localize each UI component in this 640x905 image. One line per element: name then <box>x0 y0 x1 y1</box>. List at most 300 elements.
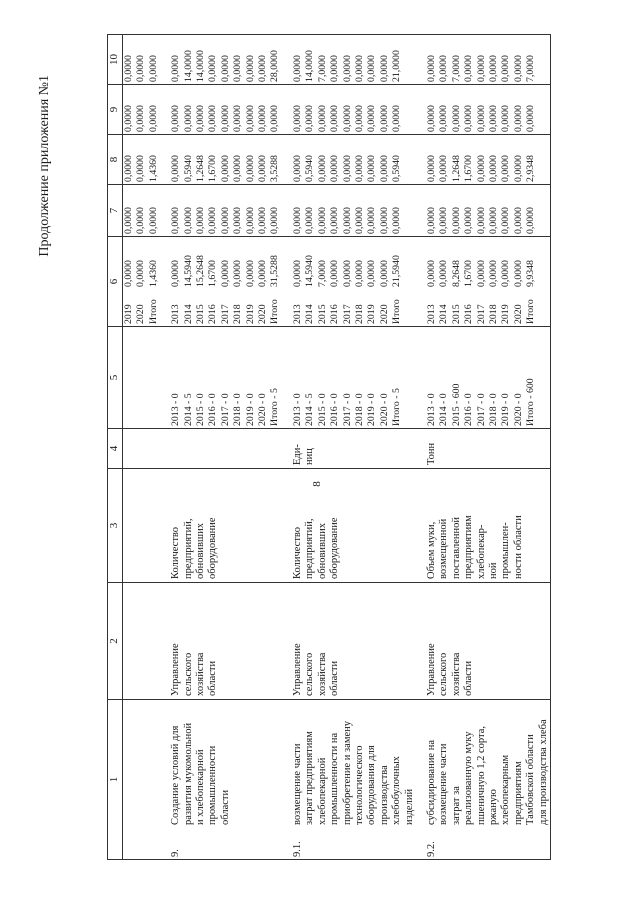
total-value: 0,0000 <box>329 260 341 287</box>
value-cell-v7 <box>282 185 416 237</box>
total-value: 0,0000 <box>512 260 524 287</box>
value: 1,6700 <box>463 155 475 182</box>
value: 0,0000 <box>219 155 231 182</box>
measure-name-line: затрат за <box>450 786 462 825</box>
target-line: 2016 - 0 <box>207 393 219 426</box>
rotated-sheet <box>37 35 549 860</box>
value: 0,0000 <box>135 55 147 82</box>
value: 0,0000 <box>425 105 437 132</box>
indicator-line: оборудование <box>329 517 341 579</box>
total-value: 21,5940 <box>391 255 403 287</box>
value: 0,0000 <box>500 155 512 182</box>
measure-name-line: изделий <box>403 788 415 825</box>
value: 0,0000 <box>475 55 487 82</box>
target-line: 2019 - 0 <box>244 393 256 426</box>
year-value-cell <box>123 237 161 327</box>
value-cell-v8 <box>416 135 551 185</box>
value: 14,0000 <box>182 50 194 82</box>
value: 0,0000 <box>257 155 269 182</box>
value: 0,0000 <box>269 105 281 132</box>
value: 0,0000 <box>378 155 390 182</box>
year-label: 2014 <box>304 304 316 324</box>
year-line <box>257 237 269 326</box>
year-line <box>426 237 438 326</box>
value: 0,0000 <box>366 155 378 182</box>
target-line: 2014 - 5 <box>182 393 194 426</box>
measure-name <box>292 700 416 859</box>
year-label: 2019 <box>366 304 378 324</box>
value: 0,0000 <box>219 207 231 234</box>
target-line: 2015 - 0 <box>316 393 328 426</box>
col-header-10: 10 <box>108 35 123 85</box>
value: 0,0000 <box>425 207 437 234</box>
year-line <box>292 237 304 326</box>
value: 0,0000 <box>123 155 134 182</box>
year-value-cell <box>282 237 416 327</box>
executor-line: Управление <box>425 643 437 696</box>
measure-name-line: промышленности на <box>329 732 341 825</box>
col-header-6: 6 <box>108 237 123 327</box>
value: 0,0000 <box>438 207 450 234</box>
program-row <box>282 35 416 860</box>
value: 0,0000 <box>512 55 524 82</box>
measure-name-line: субсидирование на <box>425 740 437 825</box>
target-line: 2014 - 0 <box>438 393 450 426</box>
col-header-3: 3 <box>108 469 123 583</box>
year-label: 2017 <box>219 304 231 324</box>
year-line <box>438 237 450 326</box>
executor-cell <box>160 583 282 700</box>
value-cell-v9 <box>282 85 416 135</box>
col-header-5: 5 <box>108 327 123 429</box>
year-line <box>488 237 500 326</box>
target-line: 2018 - 0 <box>232 393 244 426</box>
year-line <box>195 237 207 326</box>
value: 0,0000 <box>391 207 403 234</box>
value: 0,0000 <box>353 207 365 234</box>
indicator-line: поставленной <box>450 517 462 579</box>
total-value: 0,0000 <box>500 260 512 287</box>
year-value-cell <box>160 237 282 327</box>
measure-name-line: хлебопекарной <box>316 757 328 825</box>
value: 0,0000 <box>219 105 231 132</box>
unit-cell <box>282 429 416 469</box>
value: 0,0000 <box>366 105 378 132</box>
year-line <box>354 237 366 326</box>
value: 1,2648 <box>195 155 207 182</box>
value-cell-v10 <box>282 35 416 85</box>
value: 0,0000 <box>195 105 207 132</box>
year-label: 2020 <box>135 304 147 324</box>
value-cell-v8 <box>123 135 161 185</box>
value: 0,0000 <box>475 155 487 182</box>
value: 0,0000 <box>123 55 134 82</box>
total-value: 14,5940 <box>304 255 316 287</box>
indicator-line: ной <box>487 562 499 579</box>
value: 0,0000 <box>244 207 256 234</box>
indicator-line: предприятиям <box>463 515 475 579</box>
year-line <box>135 237 147 326</box>
value: 0,0000 <box>341 55 353 82</box>
total-value: 15,2648 <box>195 255 207 287</box>
year-label: 2015 <box>450 304 462 324</box>
total-value: 0,0000 <box>341 260 353 287</box>
value: 0,0000 <box>487 105 499 132</box>
total-value: 0,0000 <box>291 260 303 287</box>
value: 21,0000 <box>391 50 403 82</box>
total-value: 0,0000 <box>438 260 450 287</box>
year-label: 2014 <box>438 304 450 324</box>
value-cell-v10 <box>416 35 551 85</box>
total-value: 1,6700 <box>463 260 475 287</box>
total-value: 0,0000 <box>425 260 437 287</box>
value: 0,0000 <box>341 155 353 182</box>
row-number: 9.1. <box>291 841 303 857</box>
value: 0,0000 <box>378 105 390 132</box>
value: 14,0000 <box>195 50 207 82</box>
year-label: 2020 <box>378 304 390 324</box>
total-value: 8,2648 <box>450 260 462 287</box>
measure-cell <box>282 700 416 860</box>
year-label: Итого <box>391 299 403 324</box>
value: 0,0000 <box>182 105 194 132</box>
total-value: 0,0000 <box>135 260 147 287</box>
target-line: 2013 - 0 <box>170 393 182 426</box>
measure-name-line: приобретение и замену <box>341 721 353 825</box>
target-cell <box>160 327 282 429</box>
value: 0,0000 <box>438 105 450 132</box>
value: 0,0000 <box>463 55 475 82</box>
target-line: 2015 - 0 <box>195 393 207 426</box>
target-line: Итого - 5 <box>269 388 281 426</box>
measure-name-line: Тамбовской области <box>525 734 537 825</box>
total-value: 0,0000 <box>487 260 499 287</box>
total-value: 0,0000 <box>219 260 231 287</box>
measure-cell <box>160 700 282 860</box>
value: 7,0000 <box>450 55 462 82</box>
value: 0,0000 <box>353 55 365 82</box>
total-value: 0,0000 <box>170 260 182 287</box>
executor-line: области <box>329 660 341 696</box>
value: 1,4360 <box>147 155 159 182</box>
value-cell-v8 <box>160 135 282 185</box>
col-header-4: 4 <box>108 429 123 469</box>
executor-line: Управление <box>170 643 182 696</box>
executor-line: хозяйства <box>195 652 207 696</box>
target-line: 2016 - 0 <box>463 393 475 426</box>
target-line: Итого - 600 <box>525 378 537 426</box>
year-line <box>379 237 391 326</box>
value: 0,0000 <box>304 105 316 132</box>
value: 0,0000 <box>500 55 512 82</box>
target-line: 2013 - 0 <box>425 393 437 426</box>
col-header-7: 7 <box>108 185 123 237</box>
value: 0,0000 <box>525 207 537 234</box>
value-cell-v9 <box>123 85 161 135</box>
value: 0,0000 <box>353 155 365 182</box>
indicator-cell <box>416 469 551 583</box>
value: 0,0000 <box>463 105 475 132</box>
total-value: 1,6700 <box>207 260 219 287</box>
year-line <box>207 237 219 326</box>
value: 0,0000 <box>316 207 328 234</box>
total-value: 31,5288 <box>269 255 281 287</box>
year-line <box>317 237 329 326</box>
target-line: 2018 - 0 <box>487 393 499 426</box>
value: 0,0000 <box>257 105 269 132</box>
total-value: 0,0000 <box>378 260 390 287</box>
value: 1,2648 <box>450 155 462 182</box>
value: 7,0000 <box>525 55 537 82</box>
indicator-cell <box>160 469 282 583</box>
executor-cell <box>416 583 551 700</box>
measure-name-line: развития мукомольной <box>182 722 194 825</box>
unit-cell <box>160 429 282 469</box>
value: 0,0000 <box>487 155 499 182</box>
total-value: 0,0000 <box>257 260 269 287</box>
indicator-line: промышлен- <box>500 522 512 579</box>
value: 2,9348 <box>525 155 537 182</box>
value: 0,0000 <box>135 207 147 234</box>
value: 0,0000 <box>219 55 231 82</box>
value: 0,0000 <box>329 207 341 234</box>
value: 0,0000 <box>500 207 512 234</box>
year-value-cell <box>416 237 551 327</box>
measure-name-line: промышленности <box>207 745 219 825</box>
target-line: 2020 - 0 <box>257 393 269 426</box>
value: 0,0000 <box>304 207 316 234</box>
target-line: 2016 - 0 <box>329 393 341 426</box>
year-line <box>451 237 463 326</box>
value: 0,0000 <box>182 207 194 234</box>
value: 0,0000 <box>329 105 341 132</box>
value: 0,0000 <box>244 55 256 82</box>
unit-line: Еди- <box>291 444 303 465</box>
executor-line: области <box>207 660 219 696</box>
year-label: 2017 <box>475 304 487 324</box>
value-cell-v9 <box>416 85 551 135</box>
year-line <box>220 237 232 326</box>
year-line <box>366 237 378 326</box>
program-table <box>107 34 551 860</box>
unit-line: Тонн <box>425 442 437 465</box>
value: 28,0000 <box>269 50 281 82</box>
value: 0,0000 <box>378 207 390 234</box>
year-line <box>170 237 182 326</box>
measure-name <box>426 700 550 859</box>
value: 0,0000 <box>475 207 487 234</box>
indicator-line: Количество <box>170 526 182 579</box>
value: 0,0000 <box>170 105 182 132</box>
total-value: 0,0000 <box>353 260 365 287</box>
empty-cell <box>123 469 161 583</box>
measure-name-line: пшеничную 1,2 сорта, <box>475 726 487 825</box>
value: 0,0000 <box>500 105 512 132</box>
value: 0,0000 <box>147 207 159 234</box>
value: 0,0000 <box>244 155 256 182</box>
value: 0,0000 <box>244 105 256 132</box>
target-line: 2017 - 0 <box>341 393 353 426</box>
unit-cell <box>416 429 551 469</box>
indicator-line: оборудование <box>207 517 219 579</box>
unit-line: ниц <box>304 448 316 465</box>
target-cell <box>282 327 416 429</box>
value: 0,0000 <box>170 55 182 82</box>
measure-name-line: возмещение части <box>438 743 450 825</box>
value: 0,0000 <box>463 207 475 234</box>
value: 0,0000 <box>291 155 303 182</box>
value: 0,0000 <box>512 105 524 132</box>
value: 0,0000 <box>425 155 437 182</box>
indicator-line: предприятий, <box>304 518 316 579</box>
value: 0,0000 <box>135 155 147 182</box>
empty-cell <box>123 583 161 700</box>
value: 0,0000 <box>316 155 328 182</box>
year-line <box>463 237 475 326</box>
target-line: 2015 - 600 <box>450 383 462 426</box>
executor-line: сельского <box>182 652 194 696</box>
year-label: 2016 <box>207 304 219 324</box>
value-cell-v8 <box>282 135 416 185</box>
value-cell-v7 <box>416 185 551 237</box>
target-line: 2017 - 0 <box>475 393 487 426</box>
row-number: 9. <box>170 849 182 857</box>
value-cell-v7 <box>160 185 282 237</box>
year-label: 2016 <box>329 304 341 324</box>
value-cell-v7 <box>123 185 161 237</box>
col-header-9: 9 <box>108 85 123 135</box>
total-value: 14,5940 <box>182 255 194 287</box>
target-line: Итого - 5 <box>391 388 403 426</box>
measure-name-line: реализованную муку <box>463 731 475 825</box>
value: 0,0000 <box>525 105 537 132</box>
year-line <box>123 237 135 326</box>
value: 0,0000 <box>232 105 244 132</box>
year-label: 2017 <box>341 304 353 324</box>
measure-name <box>170 700 232 859</box>
value: 0,0000 <box>207 207 219 234</box>
appendix-heading: Продолжение приложения №1 <box>37 75 52 257</box>
year-label: 2013 <box>291 304 303 324</box>
value: 0,0000 <box>207 105 219 132</box>
year-label: Итого <box>269 299 281 324</box>
measure-name-line: для производства хлеба <box>537 719 549 825</box>
value: 0,5940 <box>182 155 194 182</box>
measure-cell <box>416 700 551 860</box>
value: 0,0000 <box>207 55 219 82</box>
value: 0,0000 <box>147 55 159 82</box>
value: 0,0000 <box>170 207 182 234</box>
value: 0,0000 <box>269 207 281 234</box>
total-value: 9,9348 <box>525 260 537 287</box>
value: 0,0000 <box>512 207 524 234</box>
target-line: 2020 - 0 <box>378 393 390 426</box>
value: 0,0000 <box>366 207 378 234</box>
year-label: 2018 <box>487 304 499 324</box>
value: 0,5940 <box>304 155 316 182</box>
target-cell <box>416 327 551 429</box>
value: 0,0000 <box>450 105 462 132</box>
executor-line: сельского <box>438 652 450 696</box>
total-value: 0,0000 <box>123 260 134 287</box>
value: 0,0000 <box>135 105 147 132</box>
value: 0,0000 <box>123 105 134 132</box>
year-line <box>525 237 537 326</box>
value: 0,0000 <box>475 105 487 132</box>
total-value: 0,0000 <box>475 260 487 287</box>
value: 0,0000 <box>450 207 462 234</box>
empty-cell <box>123 429 161 469</box>
executor-line: сельского <box>304 652 316 696</box>
value: 0,0000 <box>195 207 207 234</box>
indicator-line: хлебопекар- <box>475 524 487 579</box>
executor-cell <box>282 583 416 700</box>
total-value: 0,0000 <box>366 260 378 287</box>
year-label: 2014 <box>182 304 194 324</box>
value-cell-v9 <box>160 85 282 135</box>
empty-cell <box>123 327 161 429</box>
continuation-row <box>123 35 161 860</box>
target-line: 2020 - 0 <box>512 393 524 426</box>
year-label: 2020 <box>512 304 524 324</box>
column-number-row <box>108 35 123 860</box>
total-value: 0,0000 <box>232 260 244 287</box>
value: 0,0000 <box>366 55 378 82</box>
target-line: 2017 - 0 <box>219 393 231 426</box>
year-line <box>232 237 244 326</box>
indicator-line: Объем муки, <box>425 521 437 579</box>
year-line <box>513 237 525 326</box>
total-value: 7,0000 <box>316 260 328 287</box>
value: 7,0000 <box>316 55 328 82</box>
target-line: 2018 - 0 <box>353 393 365 426</box>
target-line: 2013 - 0 <box>291 393 303 426</box>
value: 0,0000 <box>232 55 244 82</box>
indicator-cell <box>282 469 416 583</box>
target-line: 2019 - 0 <box>500 393 512 426</box>
measure-name-line: технологического <box>353 745 365 825</box>
col-header-1: 1 <box>108 700 123 860</box>
measure-name-line: области <box>219 789 231 825</box>
total-value: 0,0000 <box>244 260 256 287</box>
measure-name-line: предприятиям <box>512 761 524 825</box>
measure-name-line: хлебобулочных <box>391 756 403 825</box>
value: 0,0000 <box>147 105 159 132</box>
value: 0,0000 <box>291 207 303 234</box>
year-label: 2015 <box>195 304 207 324</box>
year-line <box>269 237 281 326</box>
value: 0,0000 <box>257 207 269 234</box>
value: 0,0000 <box>438 55 450 82</box>
value: 0,0000 <box>512 155 524 182</box>
col-header-8: 8 <box>108 135 123 185</box>
measure-name-line: ржаную <box>487 789 499 825</box>
indicator-line: возмещенной <box>438 518 450 579</box>
year-line <box>342 237 354 326</box>
total-value: 1,4360 <box>147 260 159 287</box>
year-line <box>476 237 488 326</box>
year-label: 2019 <box>123 304 134 324</box>
year-label: 2018 <box>232 304 244 324</box>
year-line <box>245 237 257 326</box>
year-line <box>304 237 316 326</box>
year-label: Итого <box>147 299 159 324</box>
value: 0,0000 <box>353 105 365 132</box>
year-label: 2018 <box>353 304 365 324</box>
year-label: 2019 <box>244 304 256 324</box>
value: 0,5940 <box>391 155 403 182</box>
program-row <box>416 35 551 860</box>
